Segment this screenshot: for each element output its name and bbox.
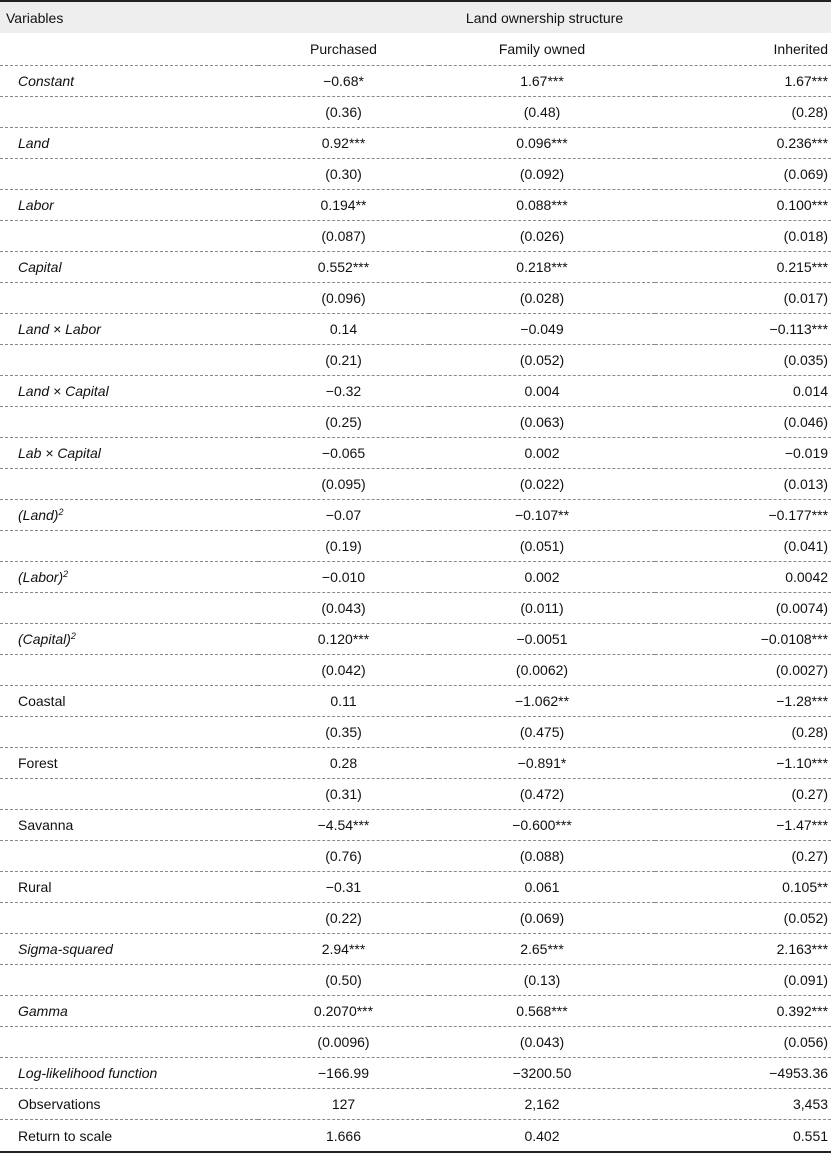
value-family-owned: (0.026) (429, 221, 655, 252)
value-purchased: −0.07 (258, 500, 429, 531)
value-purchased: −0.065 (258, 438, 429, 469)
table-row (0, 221, 831, 252)
table-row (0, 500, 831, 531)
table-row (0, 624, 831, 655)
value-inherited: (0.041) (655, 531, 831, 562)
table-row (0, 252, 831, 283)
value-inherited: (0.27) (655, 841, 831, 872)
value-purchased: −166.99 (258, 1058, 429, 1089)
value-inherited: 3,453 (655, 1089, 831, 1120)
value-family-owned: (0.13) (429, 965, 655, 996)
value-purchased: (0.042) (258, 655, 429, 686)
row-label (0, 593, 258, 624)
column-header-family-owned: Family owned (429, 33, 655, 66)
row-label (0, 345, 258, 376)
row-label: Capital (0, 252, 258, 283)
row-label (0, 159, 258, 190)
value-family-owned: (0.092) (429, 159, 655, 190)
value-inherited: −0.177*** (655, 500, 831, 531)
value-purchased: (0.30) (258, 159, 429, 190)
row-label (0, 1027, 258, 1058)
row-label (0, 779, 258, 810)
row-label (0, 903, 258, 934)
value-family-owned: (0.043) (429, 1027, 655, 1058)
table-row (0, 996, 831, 1027)
row-label: (Labor)$^2$ (0, 562, 258, 593)
value-inherited: −0.113*** (655, 314, 831, 345)
table-row (0, 748, 831, 779)
value-inherited: (0.0074) (655, 593, 831, 624)
row-label: Forest (0, 748, 258, 779)
value-purchased: 0.194** (258, 190, 429, 221)
value-purchased: −0.31 (258, 872, 429, 903)
value-purchased: (0.19) (258, 531, 429, 562)
value-inherited: 0.0042 (655, 562, 831, 593)
value-inherited: 2.163*** (655, 934, 831, 965)
table-row (0, 314, 831, 345)
row-label: (Capital)$^2$ (0, 624, 258, 655)
table-row (0, 872, 831, 903)
value-family-owned: (0.069) (429, 903, 655, 934)
table-row (0, 66, 831, 97)
header-row-top (0, 1, 831, 33)
table-row (0, 717, 831, 748)
header-row-columns (0, 33, 831, 66)
value-inherited: (0.056) (655, 1027, 831, 1058)
row-label (0, 717, 258, 748)
value-purchased: (0.0096) (258, 1027, 429, 1058)
value-inherited: (0.035) (655, 345, 831, 376)
value-purchased: −0.32 (258, 376, 429, 407)
row-label: Coastal (0, 686, 258, 717)
table-row (0, 1089, 831, 1120)
value-family-owned: (0.022) (429, 469, 655, 500)
value-purchased: 127 (258, 1089, 429, 1120)
row-label (0, 655, 258, 686)
value-purchased: (0.76) (258, 841, 429, 872)
value-inherited: (0.0027) (655, 655, 831, 686)
value-inherited: −0.019 (655, 438, 831, 469)
row-label: Gamma (0, 996, 258, 1027)
value-inherited: (0.017) (655, 283, 831, 314)
value-purchased: (0.50) (258, 965, 429, 996)
value-family-owned: −0.0051 (429, 624, 655, 655)
value-inherited: (0.018) (655, 221, 831, 252)
value-family-owned: 2,162 (429, 1089, 655, 1120)
row-label: Return to scale (0, 1120, 258, 1153)
table-row (0, 345, 831, 376)
value-purchased: −0.010 (258, 562, 429, 593)
value-inherited: 0.105** (655, 872, 831, 903)
value-inherited: −1.28*** (655, 686, 831, 717)
table-body (0, 66, 831, 1153)
table-row (0, 562, 831, 593)
value-family-owned: (0.052) (429, 345, 655, 376)
column-header-inherited: Inherited (655, 33, 831, 66)
value-inherited: 1.67*** (655, 66, 831, 97)
value-purchased: −4.54*** (258, 810, 429, 841)
row-label (0, 531, 258, 562)
row-label (0, 469, 258, 500)
row-label: (Land)$^2$ (0, 500, 258, 531)
table-row (0, 97, 831, 128)
value-inherited: 0.551 (655, 1120, 831, 1153)
squared-superscript: 2 (70, 631, 76, 641)
value-inherited: 0.392*** (655, 996, 831, 1027)
value-purchased: −0.68* (258, 66, 429, 97)
value-family-owned: (0.0062) (429, 655, 655, 686)
table-row (0, 903, 831, 934)
row-label: Rural (0, 872, 258, 903)
value-purchased: 1.666 (258, 1120, 429, 1153)
row-label: Observations (0, 1089, 258, 1120)
value-purchased: (0.043) (258, 593, 429, 624)
value-family-owned: −0.891* (429, 748, 655, 779)
table-row (0, 655, 831, 686)
row-label: Labor (0, 190, 258, 221)
table-row (0, 1027, 831, 1058)
value-inherited: (0.069) (655, 159, 831, 190)
row-label (0, 221, 258, 252)
value-inherited: (0.052) (655, 903, 831, 934)
value-family-owned: −0.600*** (429, 810, 655, 841)
value-purchased: (0.096) (258, 283, 429, 314)
row-label: Lab × Capital (0, 438, 258, 469)
table-row (0, 1120, 831, 1153)
table-row (0, 438, 831, 469)
table-row (0, 841, 831, 872)
row-label: Land (0, 128, 258, 159)
value-family-owned: (0.028) (429, 283, 655, 314)
table-row (0, 810, 831, 841)
value-family-owned: 0.088*** (429, 190, 655, 221)
table-row (0, 934, 831, 965)
value-inherited: 0.100*** (655, 190, 831, 221)
value-family-owned: 0.004 (429, 376, 655, 407)
row-label (0, 965, 258, 996)
value-family-owned: (0.011) (429, 593, 655, 624)
table-row (0, 1058, 831, 1089)
value-family-owned: 0.568*** (429, 996, 655, 1027)
value-inherited: −1.47*** (655, 810, 831, 841)
table-row (0, 376, 831, 407)
value-inherited: 0.014 (655, 376, 831, 407)
squared-superscript: 2 (63, 569, 69, 579)
value-inherited: (0.28) (655, 97, 831, 128)
ownership-group-header: Land ownership structure (258, 1, 831, 33)
value-purchased: (0.22) (258, 903, 429, 934)
value-inherited: (0.091) (655, 965, 831, 996)
variables-header: Variables (0, 1, 258, 33)
value-purchased: (0.36) (258, 97, 429, 128)
value-family-owned: 0.096*** (429, 128, 655, 159)
value-purchased: (0.087) (258, 221, 429, 252)
value-family-owned: 2.65*** (429, 934, 655, 965)
row-label (0, 283, 258, 314)
value-purchased: 0.11 (258, 686, 429, 717)
value-family-owned: (0.472) (429, 779, 655, 810)
table-row (0, 686, 831, 717)
value-family-owned: −0.107** (429, 500, 655, 531)
table-row (0, 283, 831, 314)
table-row (0, 159, 831, 190)
value-family-owned: 0.061 (429, 872, 655, 903)
column-header-purchased: Purchased (258, 33, 429, 66)
row-label: Log-likelihood function (0, 1058, 258, 1089)
value-purchased: 0.28 (258, 748, 429, 779)
row-label (0, 841, 258, 872)
value-purchased: 0.2070*** (258, 996, 429, 1027)
value-purchased: 2.94*** (258, 934, 429, 965)
value-inherited: −1.10*** (655, 748, 831, 779)
row-label (0, 407, 258, 438)
value-inherited: (0.046) (655, 407, 831, 438)
table-row (0, 965, 831, 996)
value-inherited: (0.28) (655, 717, 831, 748)
table-row (0, 190, 831, 221)
value-family-owned: 0.218*** (429, 252, 655, 283)
table-row (0, 407, 831, 438)
value-family-owned: −3200.50 (429, 1058, 655, 1089)
value-family-owned: (0.48) (429, 97, 655, 128)
value-family-owned: 0.002 (429, 438, 655, 469)
table-header (0, 1, 831, 66)
value-family-owned: −0.049 (429, 314, 655, 345)
squared-superscript: 2 (58, 507, 64, 517)
row-label: Constant (0, 66, 258, 97)
value-family-owned: (0.088) (429, 841, 655, 872)
row-label: Sigma-squared (0, 934, 258, 965)
value-inherited: (0.27) (655, 779, 831, 810)
table-row (0, 469, 831, 500)
value-family-owned: (0.475) (429, 717, 655, 748)
value-family-owned: 1.67*** (429, 66, 655, 97)
value-family-owned: (0.063) (429, 407, 655, 438)
value-family-owned: 0.402 (429, 1120, 655, 1153)
value-inherited: (0.013) (655, 469, 831, 500)
value-purchased: 0.552*** (258, 252, 429, 283)
value-purchased: 0.92*** (258, 128, 429, 159)
row-label: Land × Labor (0, 314, 258, 345)
value-family-owned: 0.002 (429, 562, 655, 593)
table-row (0, 779, 831, 810)
value-purchased: (0.25) (258, 407, 429, 438)
table-row (0, 593, 831, 624)
value-purchased: (0.31) (258, 779, 429, 810)
value-inherited: −0.0108*** (655, 624, 831, 655)
value-inherited: 0.236*** (655, 128, 831, 159)
value-inherited: −4953.36 (655, 1058, 831, 1089)
value-family-owned: (0.051) (429, 531, 655, 562)
row-label: Savanna (0, 810, 258, 841)
table-row (0, 128, 831, 159)
row-label: Land × Capital (0, 376, 258, 407)
value-purchased: 0.120*** (258, 624, 429, 655)
table-row (0, 531, 831, 562)
value-purchased: (0.095) (258, 469, 429, 500)
value-inherited: 0.215*** (655, 252, 831, 283)
value-family-owned: −1.062** (429, 686, 655, 717)
row-label (0, 97, 258, 128)
value-purchased: 0.14 (258, 314, 429, 345)
value-purchased: (0.21) (258, 345, 429, 376)
value-purchased: (0.35) (258, 717, 429, 748)
